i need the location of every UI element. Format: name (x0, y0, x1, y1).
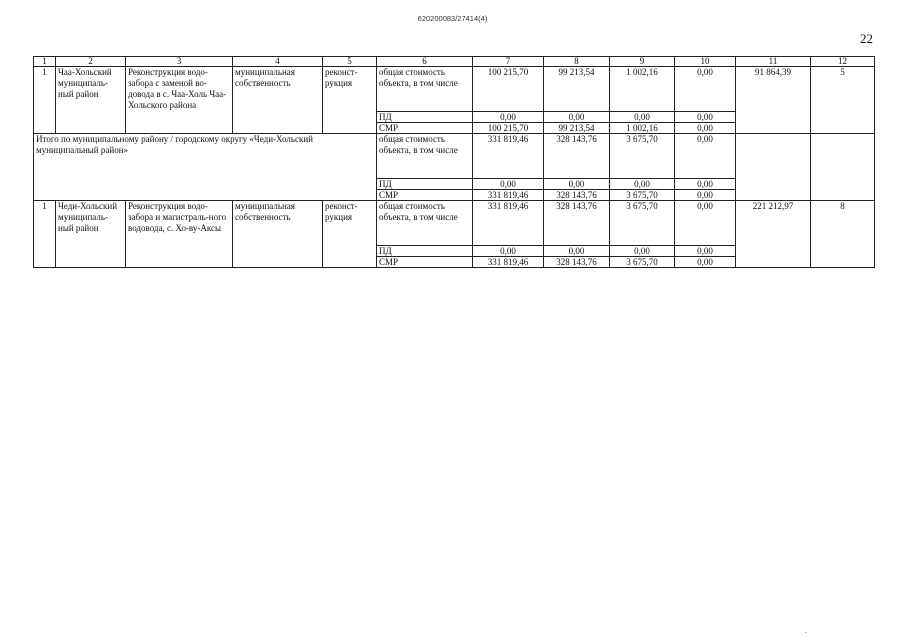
total-label-cell: Итого по муниципальному району / городскому округу «Чеди-Хольский муниципальный район» (34, 134, 377, 201)
page-number: 22 (860, 31, 873, 46)
column-number: 6 (377, 57, 473, 67)
empty-cell (811, 134, 875, 201)
ownership-cell: муниципальная собственность (233, 67, 323, 134)
value-cell: 0,00 (675, 257, 736, 268)
value-cell: 99 213,54 (544, 123, 610, 134)
ownership-cell: муниципальная собственность (233, 201, 323, 268)
column-number: 7 (473, 57, 544, 67)
value-cell: 0,00 (610, 179, 675, 190)
value-cell: 0,00 (544, 246, 610, 257)
indicator-cell: ПД (377, 112, 473, 123)
work-type-cell: реконст-рукция (323, 201, 377, 268)
value-cell: 331 819,46 (473, 201, 544, 246)
empty-cell (736, 134, 811, 201)
value-cell: 0,00 (675, 112, 736, 123)
row-number: 1 (34, 67, 56, 134)
value-cell: 328 143,76 (544, 201, 610, 246)
value-cell: 0,00 (473, 246, 544, 257)
column-number-row (34, 57, 875, 67)
column-number: 9 (610, 57, 675, 67)
value-cell: 5 (811, 67, 875, 134)
indicator-cell: общая стоимость объекта, в том числе (377, 201, 473, 246)
value-cell: 3 675,70 (610, 257, 675, 268)
object-cell: Реконструкция водо-забора с заменой во-довода в с. Чаа-Холь Чаа-Хольского района (126, 67, 233, 134)
column-number: 2 (56, 57, 126, 67)
column-number: 5 (323, 57, 377, 67)
value-cell: 0,00 (544, 112, 610, 123)
indicator-cell: СМР (377, 190, 473, 201)
value-cell: 100 215,70 (473, 123, 544, 134)
value-cell: 0,00 (675, 190, 736, 201)
value-cell: 3 675,70 (610, 201, 675, 246)
scan-speck (805, 632, 807, 633)
investment-table (33, 56, 875, 268)
indicator-cell: ПД (377, 179, 473, 190)
work-type-cell: реконст-рукция (323, 67, 377, 134)
value-cell: 3 675,70 (610, 190, 675, 201)
value-cell: 331 819,46 (473, 190, 544, 201)
value-cell: 99 213,54 (544, 67, 610, 112)
indicator-cell: ПД (377, 246, 473, 257)
value-cell: 0,00 (473, 179, 544, 190)
indicator-cell: СМР (377, 123, 473, 134)
value-cell: 328 143,76 (544, 190, 610, 201)
column-number: 12 (811, 57, 875, 67)
value-cell: 0,00 (610, 246, 675, 257)
column-number: 11 (736, 57, 811, 67)
indicator-cell: общая стоимость объекта, в том числе (377, 134, 473, 179)
indicator-cell: СМР (377, 257, 473, 268)
value-cell: 91 864,39 (736, 67, 811, 134)
table-row (34, 67, 875, 112)
table-row (34, 201, 875, 246)
value-cell: 8 (811, 201, 875, 268)
value-cell: 221 212,97 (736, 201, 811, 268)
column-number: 4 (233, 57, 323, 67)
document-code: 620200083/27414(4) (417, 14, 488, 23)
column-number: 3 (126, 57, 233, 67)
value-cell: 0,00 (675, 179, 736, 190)
district-cell: Чаа-Хольский муниципаль-ный район (56, 67, 126, 134)
value-cell: 0,00 (675, 123, 736, 134)
value-cell: 328 143,76 (544, 134, 610, 179)
value-cell: 0,00 (675, 201, 736, 246)
value-cell: 1 002,16 (610, 123, 675, 134)
value-cell: 0,00 (610, 112, 675, 123)
value-cell: 0,00 (675, 134, 736, 179)
row-number: 1 (34, 201, 56, 268)
value-cell: 3 675,70 (610, 134, 675, 179)
object-cell: Реконструкция водо-забора и магистраль-ного водовода, с. Хо-ву-Аксы (126, 201, 233, 268)
column-number: 10 (675, 57, 736, 67)
value-cell: 0,00 (544, 179, 610, 190)
value-cell: 328 143,76 (544, 257, 610, 268)
value-cell: 331 819,46 (473, 257, 544, 268)
value-cell: 0,00 (473, 112, 544, 123)
indicator-cell: общая стоимость объекта, в том числе (377, 67, 473, 112)
district-cell: Чеди-Хольский муниципаль-ный район (56, 201, 126, 268)
value-cell: 100 215,70 (473, 67, 544, 112)
value-cell: 1 002,16 (610, 67, 675, 112)
column-number: 1 (34, 57, 56, 67)
value-cell: 0,00 (675, 67, 736, 112)
table-row (34, 134, 875, 179)
value-cell: 331 819,46 (473, 134, 544, 179)
value-cell: 0,00 (675, 246, 736, 257)
column-number: 8 (544, 57, 610, 67)
